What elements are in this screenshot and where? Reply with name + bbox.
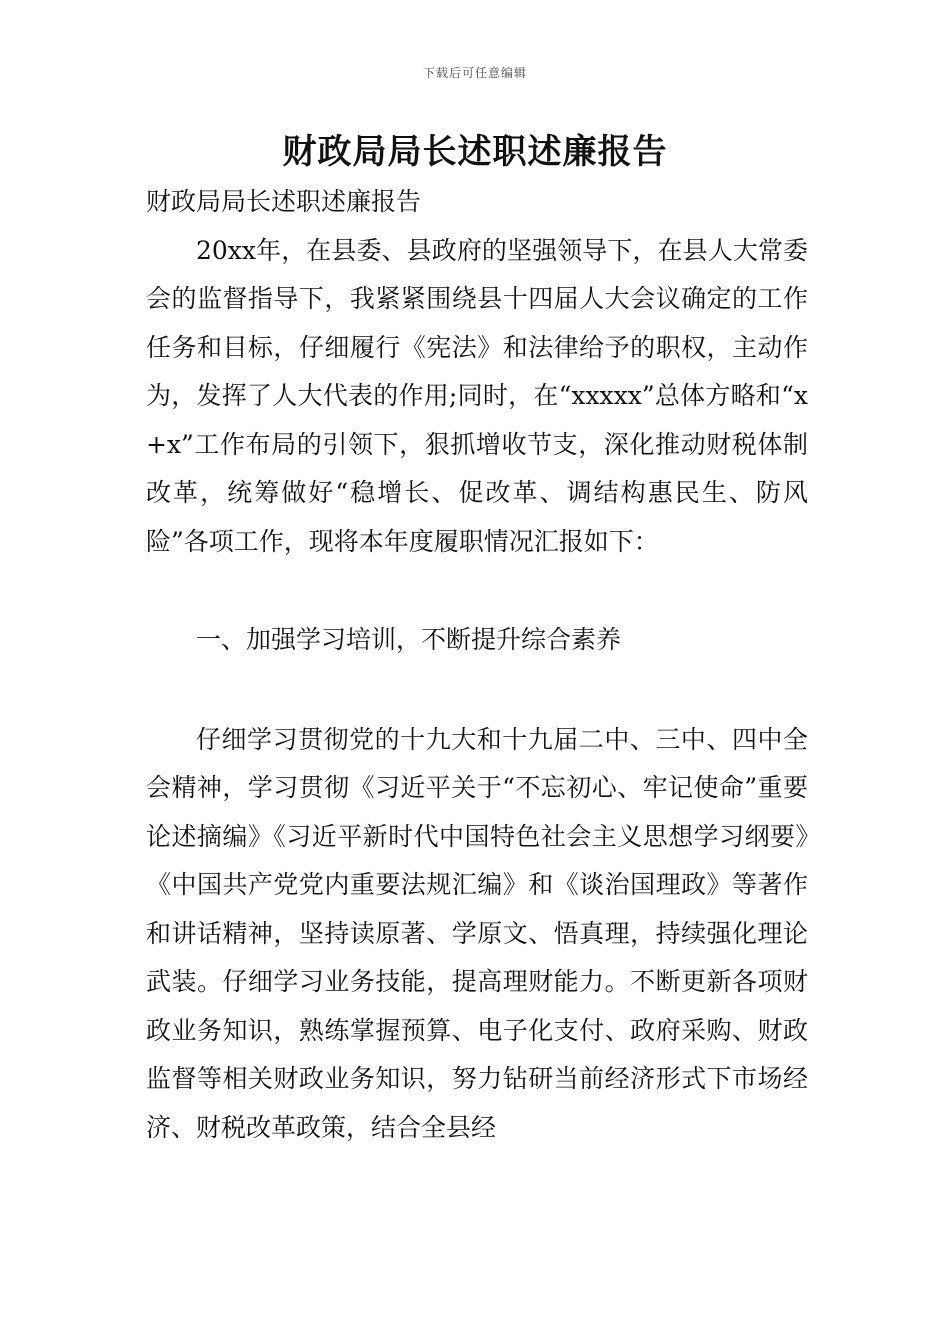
body-paragraph: 仔细学习贯彻党的十九大和十九届二中、三中、四中全会精神，学习贯彻《习近平关于“不忘初心、牢记使命”重要论述摘编》《习近平新时代中国特色社会主义思想学习纲要》《中国共产党党内重要法规汇编》和《谈治国理政》等著作和讲话精神，坚持读原著、学原文、悟真理，持续强化理论武装。仔细学习业务技能，提高理财能力。不断更新各项财政业务知识，熟练掌握预算、电子化支付、政府采购、财政监督等相关财政业务知识，努力钻研当前经济形式下市场经济、财税改革政策，结合全县经 <box>146 724 808 1142</box>
section-heading: 一、加强学习培训，不断提升综合素养 <box>196 625 622 654</box>
document-subtitle: 财政局局长述职述廉报告 <box>146 187 422 216</box>
document-title: 财政局局长述职述廉报告 <box>282 132 668 172</box>
header-note: 下载后可任意编辑 <box>422 66 527 80</box>
body-paragraph: 20xx年，在县委、县政府的坚强领导下，在县人大常委会的监督指导下，我紧紧围绕县十四届人大会议确定的工作任务和目标，仔细履行《宪法》和法律给予的职权，主动作为，发挥了人大代表的作用;同时，在“xxxxx”总体方略和“x+x”工作布局的引领下，狠抓增收节支，深化推动财税体制改革，统筹做好“稳增长、促改革、调结构惠民生、防风险”各项工作，现将本年度履职情况汇报如下： <box>146 235 808 556</box>
document-body <box>146 178 808 1152</box>
